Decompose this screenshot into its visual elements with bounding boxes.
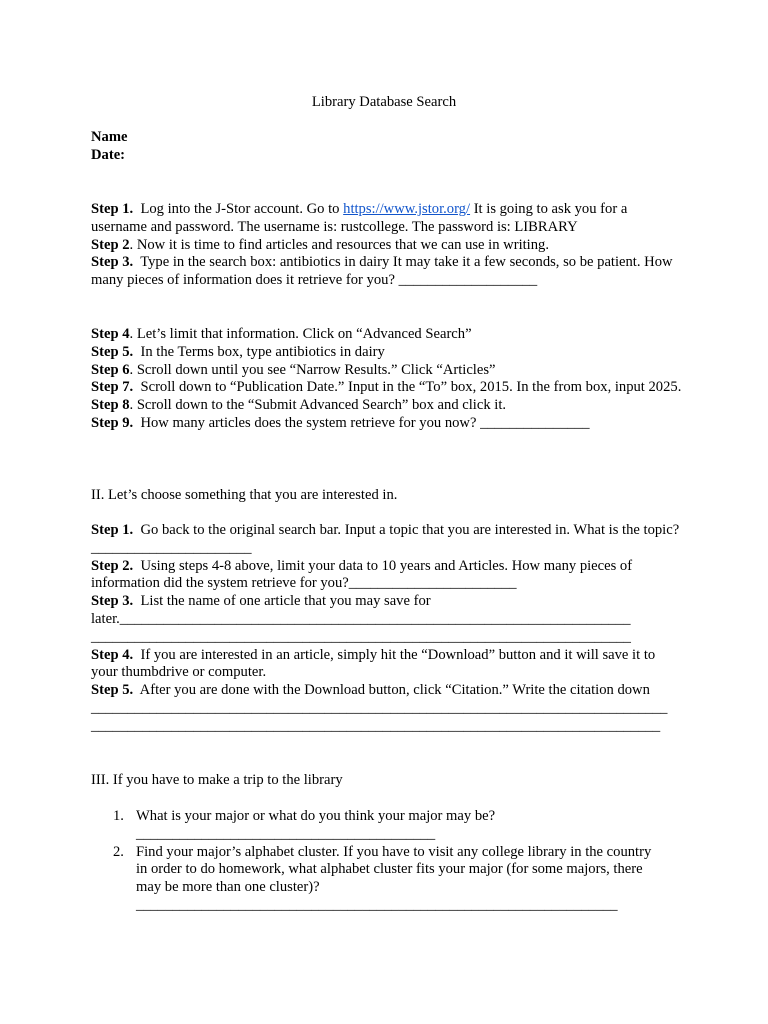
- part2-heading: II. Let’s choose something that you are interested in.: [91, 487, 398, 503]
- part1-step4: Step 4. Let’s limit that information. Click on “Advanced Search”: [91, 326, 472, 342]
- step-label: Step 1.: [91, 522, 134, 538]
- step-label: Step 1.: [91, 201, 134, 217]
- part3-heading: III. If you have to make a trip to the library: [91, 772, 343, 788]
- answer-line: _________________________________________: [136, 825, 436, 842]
- part2-step4: Step 4. If you are interested in an article, simply hit the “Download” button and it will save it to your thumbdrive or computer.: [91, 646, 656, 681]
- part2-step2: Step 2. Using steps 4-8 above, limit your data to 10 years and Articles. How many pieces of information did the system retrieve for you?_______________________: [91, 557, 633, 592]
- step-label: Step 5.: [91, 682, 134, 699]
- answer-line: ______________________________________________________________________________: [91, 717, 661, 734]
- part1-steps-1-3: [91, 201, 683, 290]
- part1-step2: Step 2. Now it is time to find articles and resources that we can use in writing.: [91, 236, 549, 253]
- answer-line: later.______________________________________________________________________: [91, 610, 631, 627]
- part2-step1: Step 1. Go back to the original search bar. Input a topic that you are interested in. What is the topic?______________________: [91, 522, 680, 556]
- part3-list: [91, 808, 691, 915]
- step-label: Step 3.: [91, 254, 134, 271]
- part2-step3: Step 3. List the name of one article that you may save for later.______________________________________________________________________ __________________________________________________________________________: [91, 593, 683, 646]
- step-label: Step 3.: [91, 593, 134, 610]
- step-label: Step 6: [91, 361, 130, 378]
- step-label: Step 4: [91, 326, 130, 342]
- answer-line: __________________________________________________________________: [136, 896, 618, 913]
- date-label: Date:: [91, 147, 126, 163]
- part1-step5: Step 5. In the Terms box, type antibiotics in dairy: [91, 343, 385, 360]
- step-label: Step 7.: [91, 379, 134, 396]
- name-label: Name: [91, 129, 128, 145]
- jstor-link[interactable]: https://www.jstor.org/: [343, 201, 471, 217]
- part1-step1: Step 1. Log into the J-Stor account. Go to https://www.jstor.org/ It is going to ask you for a username and password. The username is: rustcollege. The password is: LIBRARY: [91, 201, 628, 235]
- part1-step3: Step 3. Type in the search box: antibiotics in dairy It may take it a few seconds, so be patient. How many pieces of information does it retrieve for you? ___________________: [91, 254, 673, 289]
- answer-line: __________________________________________________________________________: [91, 628, 631, 645]
- part1-steps-4-9: [91, 326, 683, 433]
- part1-step9: Step 9. How many articles does the system retrieve for you now? _______________: [91, 414, 590, 431]
- list-number: 2.: [113, 843, 124, 860]
- page-title: Library Database Search: [311, 94, 457, 110]
- step-label: Step 2: [91, 236, 130, 253]
- step-label: Step 5.: [91, 343, 134, 360]
- step-label: Step 2.: [91, 557, 134, 574]
- part1-step8: Step 8. Scroll down to the “Submit Advanced Search” box and click it.: [91, 397, 507, 414]
- part1-step6: Step 6. Scroll down until you see “Narrow Results.” Click “Articles”: [91, 361, 496, 378]
- list-item: 1. What is your major or what do you think your major may be? _________________________________________: [91, 808, 691, 844]
- step-label: Step 9.: [91, 414, 134, 431]
- part1-step7: Step 7. Scroll down to “Publication Date.” Input in the “To” box, 2015. In the from box, input 2025.: [91, 379, 682, 396]
- list-number: 1.: [113, 808, 124, 824]
- part2-step5: Step 5. After you are done with the Download button, click “Citation.” Write the citation down _______________________________________________________________________________ ______________________________________________________________________________: [91, 682, 683, 735]
- part2-steps: [91, 522, 683, 736]
- answer-line: _______________________________________________________________________________: [91, 699, 668, 716]
- list-item: 2. Find your major’s alphabet cluster. If you have to visit any college library in the country in order to do homework, what alphabet cluster fits your major (for some majors, there may be more than one cluster)? __________________________________________________________________: [91, 844, 691, 915]
- step-label: Step 4.: [91, 646, 134, 663]
- step-label: Step 8: [91, 397, 130, 414]
